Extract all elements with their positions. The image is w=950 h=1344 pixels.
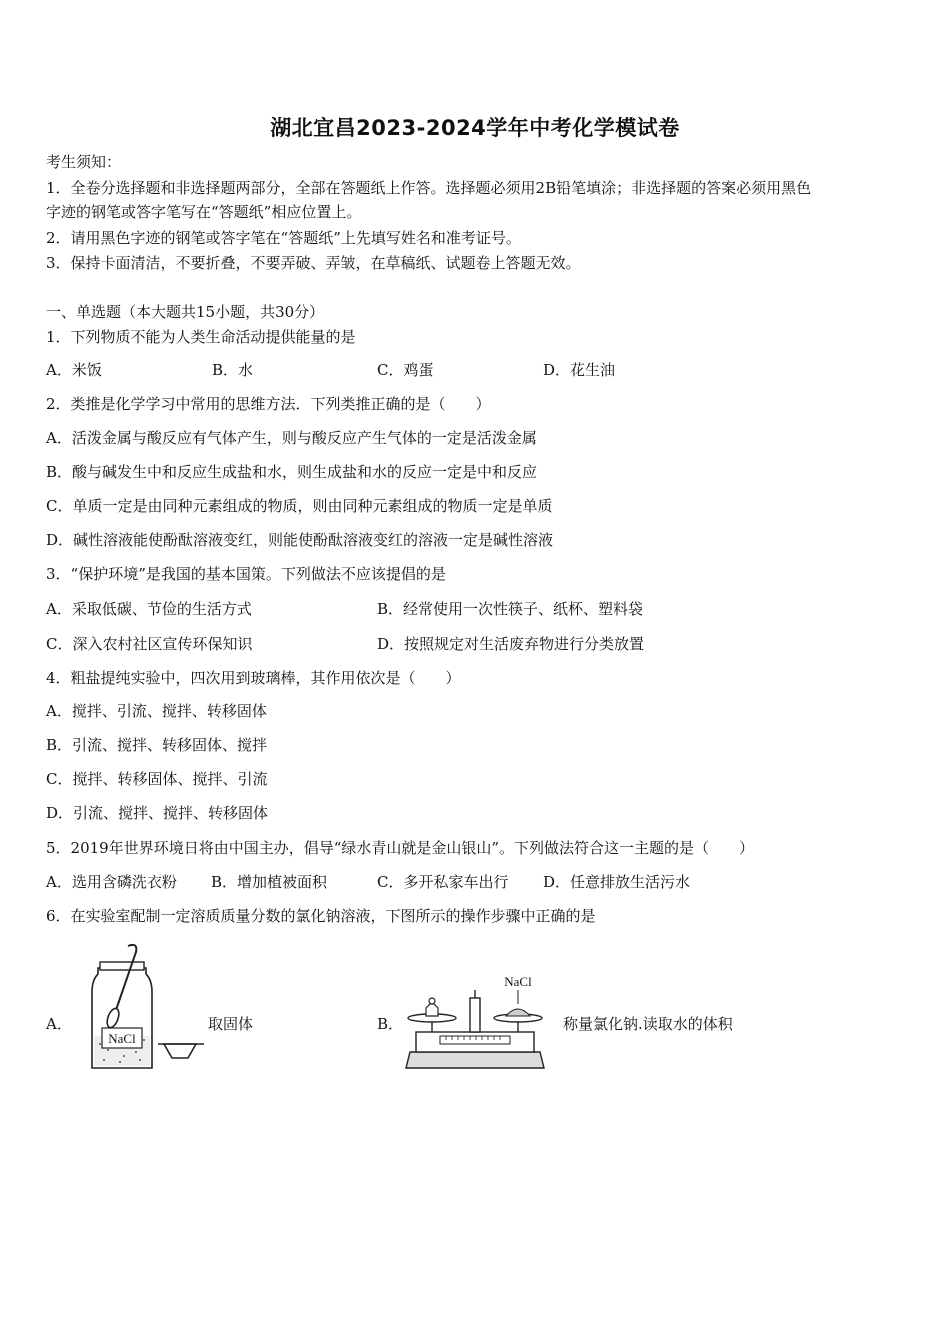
reagent-bottle-figure [80, 940, 210, 1080]
weight-icon [426, 1004, 438, 1016]
option-a-letter: A． [46, 1015, 72, 1033]
option-d: D．任意排放生活污水 [543, 873, 691, 891]
option-d: D．按照规定对生活废弃物进行分类放置 [377, 635, 645, 653]
question-stem: 3．“保护环境”是我国的基本国策。下列做法不应该提倡的是 [46, 565, 446, 583]
question-stem: 1．下列物质不能为人类生命活动提供能量的是 [46, 328, 356, 346]
balance-ruler [440, 1036, 510, 1044]
option-d: D．花生油 [543, 361, 616, 379]
option-c: C．鸡蛋 [377, 361, 434, 379]
option-b: B．水 [212, 361, 254, 379]
option-b-caption: 称量氯化钠.读取水的体积 [563, 1015, 733, 1033]
option-d: D．引流、搅拌、搅拌、转移固体 [46, 804, 269, 822]
salt-label: NaCl [504, 974, 532, 989]
balance-scale-figure [400, 968, 550, 1080]
option-a-caption: 取固体 [208, 1015, 254, 1033]
section-heading: 一、单选题（本大题共15小题，共30分） [46, 303, 325, 321]
question-stem: 2．类推是化学学习中常用的思维方法．下列类推正确的是（ ） [46, 395, 491, 413]
option-c: C．深入农村社区宣传环保知识 [46, 635, 253, 653]
option-b: B．酸与碱发生中和反应生成盐和水，则生成盐和水的反应一定是中和反应 [46, 463, 538, 481]
question-stem: 4．粗盐提纯实验中，四次用到玻璃棒，其作用依次是（ ） [46, 669, 461, 687]
bottle-mouth [100, 962, 144, 970]
question-stem: 6．在实验室配制一定溶质质量分数的氯化钠溶液，下图所示的操作步骤中正确的是 [46, 907, 596, 925]
notice-item: 字迹的钢笔或答字笔写在“答题纸”相应位置上。 [46, 203, 362, 221]
option-d: D．碱性溶液能使酚酞溶液变红，则能使酚酞溶液变红的溶液一定是碱性溶液 [46, 531, 554, 549]
option-a: A．活泼金属与酸反应有气体产生，则与酸反应产生气体的一定是活泼金属 [46, 429, 537, 447]
bottle-stopper [164, 1044, 196, 1058]
notice-item: 1．全卷分选择题和非选择题两部分，全部在答题纸上作答。选择题必须用2B铅笔填涂；非选择题的答案必须用黑色 [46, 179, 812, 197]
option-c: C．搅拌、转移固体、搅拌、引流 [46, 770, 268, 788]
notice-item: 3．保持卡面清洁，不要折叠，不要弄破、弄皱，在草稿纸、试题卷上答题无效。 [46, 254, 581, 272]
option-a: A．搅拌、引流、搅拌、转移固体 [46, 702, 267, 720]
notice-item: 2．请用黑色字迹的钢笔或答字笔在“答题纸”上先填写姓名和准考证号。 [46, 229, 521, 247]
option-a: A．采取低碳、节俭的生活方式 [46, 600, 252, 618]
salt-pile [506, 1009, 530, 1016]
balance-base [406, 1052, 544, 1068]
option-a: A．选用含磷洗衣粉 [46, 873, 177, 891]
bottle-label-text: NaCl [108, 1031, 136, 1046]
option-b: B．增加植被面积 [211, 873, 328, 891]
option-c: C．单质一定是由同种元素组成的物质，则由同种元素组成的物质一定是单质 [46, 497, 553, 515]
option-a: A．米饭 [46, 361, 102, 379]
option-b-letter: B． [377, 1015, 404, 1033]
option-b: B．引流、搅拌、转移固体、搅拌 [46, 736, 268, 754]
notice-heading: 考生须知： [46, 153, 122, 171]
page-title: 湖北宜昌2023-2024学年中考化学模试卷 [270, 116, 680, 140]
balance-post [470, 998, 480, 1032]
option-c: C．多开私家车出行 [377, 873, 509, 891]
option-b: B．经常使用一次性筷子、纸杯、塑料袋 [377, 600, 644, 618]
question-stem: 5．2019年世界环境日将由中国主办，倡导“绿水青山就是金山银山”。下列做法符合这一主题的是（ ） [46, 839, 755, 857]
